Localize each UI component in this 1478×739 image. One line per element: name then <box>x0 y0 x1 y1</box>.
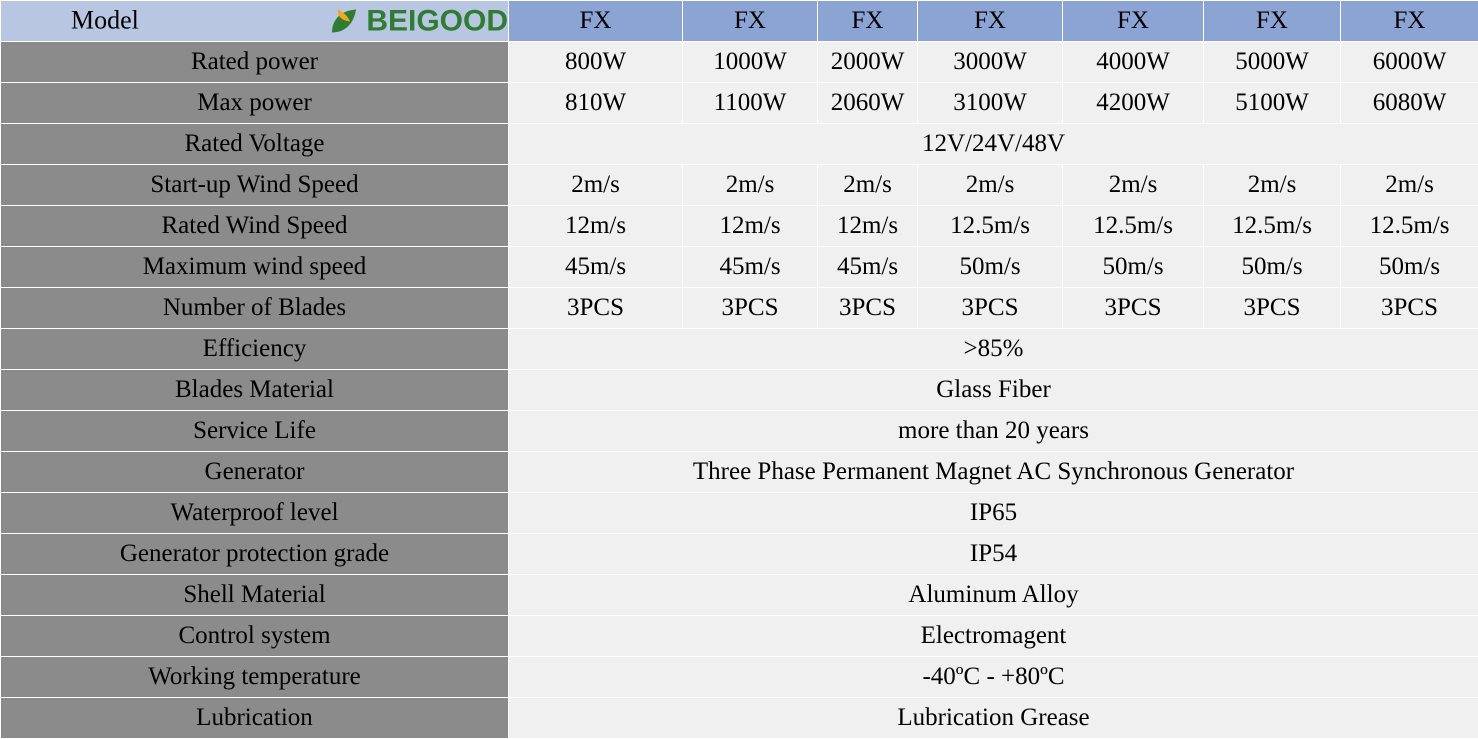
row-label: Lubrication <box>1 698 509 739</box>
row-label: Shell Material <box>1 575 509 616</box>
row-label: Rated Voltage <box>1 124 509 165</box>
row-label: Control system <box>1 616 509 657</box>
row-value-cell: 3PCS <box>918 288 1063 329</box>
row-label: Blades Material <box>1 370 509 411</box>
table-row <box>1 288 1478 329</box>
table-row <box>1 83 1478 124</box>
table-row <box>1 493 1478 534</box>
table-row <box>1 42 1478 83</box>
row-value-cell: 50m/s <box>1204 247 1341 288</box>
table-row <box>1 329 1478 370</box>
row-value-cell: 3100W <box>918 83 1063 124</box>
row-value-cell: 50m/s <box>1341 247 1478 288</box>
row-label: Rated Wind Speed <box>1 206 509 247</box>
row-value-merged: Electromagent <box>509 616 1478 657</box>
table-row <box>1 206 1478 247</box>
row-value-merged: Lubrication Grease <box>509 698 1478 739</box>
row-value-cell: 45m/s <box>683 247 818 288</box>
header-model-cell: FX <box>683 1 818 42</box>
row-value-cell: 45m/s <box>818 247 918 288</box>
row-value-cell: 2000W <box>818 42 918 83</box>
brand-logo <box>328 5 508 38</box>
row-value-merged: 12V/24V/48V <box>509 124 1478 165</box>
row-value-cell: 3PCS <box>683 288 818 329</box>
header-model-cell: FX <box>1063 1 1204 42</box>
row-label: Waterproof level <box>1 493 509 534</box>
brand-name: BEIGOOD <box>366 5 508 38</box>
table-row <box>1 657 1478 698</box>
row-value-merged: more than 20 years <box>509 411 1478 452</box>
row-value-cell: 1100W <box>683 83 818 124</box>
row-value-cell: 12m/s <box>818 206 918 247</box>
row-value-cell: 45m/s <box>509 247 683 288</box>
row-value-merged: Aluminum Alloy <box>509 575 1478 616</box>
table-row <box>1 124 1478 165</box>
leaf-logo-icon <box>328 6 362 36</box>
row-value-cell: 6080W <box>1341 83 1478 124</box>
table-header-row <box>1 1 1478 42</box>
row-label: Service Life <box>1 411 509 452</box>
header-model-label-cell <box>1 1 509 42</box>
row-value-cell: 810W <box>509 83 683 124</box>
row-value-cell: 2m/s <box>1063 165 1204 206</box>
row-value-cell: 2m/s <box>683 165 818 206</box>
row-value-merged: Three Phase Permanent Magnet AC Synchronous Generator <box>509 452 1478 493</box>
header-model-cell: FX <box>1204 1 1341 42</box>
row-value-cell: 50m/s <box>1063 247 1204 288</box>
row-value-cell: 5000W <box>1204 42 1341 83</box>
table-row <box>1 247 1478 288</box>
table-row <box>1 165 1478 206</box>
row-value-merged: Glass Fiber <box>509 370 1478 411</box>
table-row <box>1 616 1478 657</box>
row-value-merged: IP54 <box>509 534 1478 575</box>
row-value-cell: 2m/s <box>1204 165 1341 206</box>
row-value-merged: >85% <box>509 329 1478 370</box>
row-label: Working temperature <box>1 657 509 698</box>
row-value-cell: 3PCS <box>1204 288 1341 329</box>
table-body <box>1 1 1478 739</box>
header-model-cell: FX <box>918 1 1063 42</box>
row-value-cell: 12m/s <box>683 206 818 247</box>
row-value-cell: 4000W <box>1063 42 1204 83</box>
row-value-cell: 12.5m/s <box>918 206 1063 247</box>
row-label: Generator <box>1 452 509 493</box>
row-value-cell: 3PCS <box>818 288 918 329</box>
header-model-cell: FX <box>509 1 683 42</box>
table-row <box>1 698 1478 739</box>
row-value-cell: 4200W <box>1063 83 1204 124</box>
row-value-cell: 50m/s <box>918 247 1063 288</box>
row-value-merged: IP65 <box>509 493 1478 534</box>
row-value-cell: 2m/s <box>918 165 1063 206</box>
row-label: Number of Blades <box>1 288 509 329</box>
row-value-cell: 12m/s <box>509 206 683 247</box>
row-value-cell: 12.5m/s <box>1204 206 1341 247</box>
row-value-cell: 3PCS <box>1341 288 1478 329</box>
row-value-cell: 1000W <box>683 42 818 83</box>
row-value-cell: 5100W <box>1204 83 1341 124</box>
row-value-cell: 2m/s <box>818 165 918 206</box>
row-label: Max power <box>1 83 509 124</box>
row-value-merged: -40ºC - +80ºC <box>509 657 1478 698</box>
table-row <box>1 370 1478 411</box>
row-value-cell: 2m/s <box>509 165 683 206</box>
row-value-cell: 12.5m/s <box>1341 206 1478 247</box>
header-model-cell: FX <box>818 1 918 42</box>
table-row <box>1 534 1478 575</box>
row-value-cell: 3PCS <box>1063 288 1204 329</box>
page-title: Model <box>71 7 139 36</box>
row-label: Maximum wind speed <box>1 247 509 288</box>
row-value-cell: 6000W <box>1341 42 1478 83</box>
row-value-cell: 3PCS <box>509 288 683 329</box>
row-value-cell: 2060W <box>818 83 918 124</box>
table-row <box>1 411 1478 452</box>
row-label: Generator protection grade <box>1 534 509 575</box>
header-model-cell: FX <box>1341 1 1478 42</box>
row-label: Start-up Wind Speed <box>1 165 509 206</box>
row-value-cell: 800W <box>509 42 683 83</box>
table-row <box>1 452 1478 493</box>
row-value-cell: 3000W <box>918 42 1063 83</box>
table-row <box>1 575 1478 616</box>
row-label: Efficiency <box>1 329 509 370</box>
row-label: Rated power <box>1 42 509 83</box>
row-value-cell: 2m/s <box>1341 165 1478 206</box>
row-value-cell: 12.5m/s <box>1063 206 1204 247</box>
